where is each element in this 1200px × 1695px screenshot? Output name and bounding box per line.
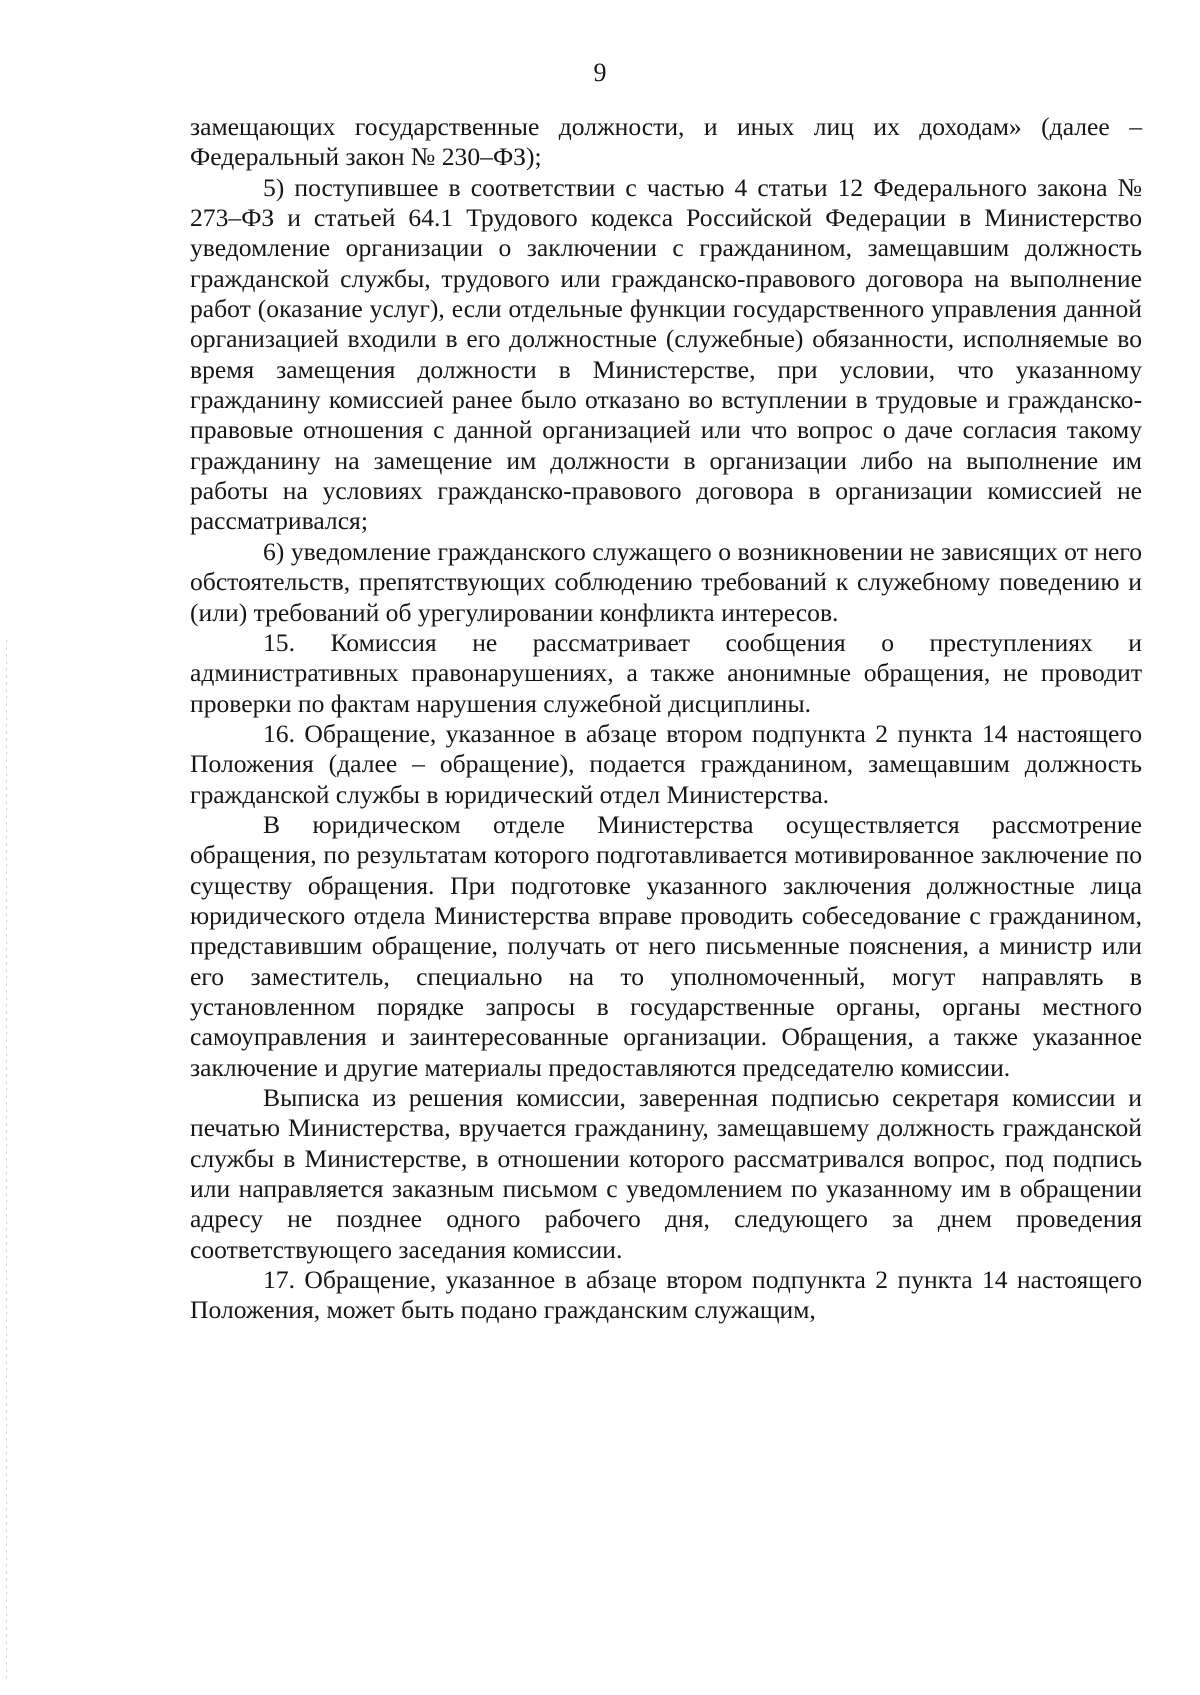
paragraph-clause-17: 17. Обращение, указанное в абзаце втором подпункта 2 пункта 14 настоящего Положения, может быть подано гражданским служащим,: [190, 1265, 1142, 1325]
page-number: 9: [593, 58, 607, 87]
scan-edge-artifact: [6, 640, 7, 1680]
paragraph-clause-16-review: В юридическом отделе Министерства осуществляется рассмотрение обращения, по результатам которого подготавливается мотивированное заключение по существу обращения. При подготовке указанного заключения должностные лица юридического отдела Министерства вправе проводить собеседование с гражданином, представившим обращение, получать от него письменные пояснения, а министр или его заместитель, специально на то уполномоченный, могут направлять в установленном порядке запросы в государственные органы, органы местного самоуправления и заинтересованные организации. Обращения, а также указанное заключение и другие материалы предоставляются председателю комиссии.: [190, 809, 1142, 1082]
paragraph-clause-16: 16. Обращение, указанное в абзаце втором подпункта 2 пункта 14 настоящего Положения (далее – обращение), подается гражданином, замещавшим должность гражданской службы в юридический отдел Министерства.: [190, 718, 1142, 809]
document-body: [190, 112, 1142, 1326]
paragraph-item-5: 5) поступившее в соответствии с частью 4 статьи 12 Федерального закона № 273–ФЗ и статьей 64.1 Трудового кодекса Российской Федерации в Министерство уведомление организации о заключении с гражданином, замещавшим должность гражданской службы, трудового или гражданско-правового договора на выполнение работ (оказание услуг), если отдельные функции государственного управления данной организацией входили в его должностные (служебные) обязанности, исполняемые во время замещения должности в Министерстве, при условии, что указанному гражданину комиссией ранее было отказано во вступлении в трудовые и гражданско-правовые отношения с данной организацией или что вопрос о даче согласия такому гражданину на замещение им должности в организации либо на выполнение им работы на условиях гражданско-правового договора в организации комиссией не рассматривался;: [190, 172, 1142, 536]
paragraph-clause-15: 15. Комиссия не рассматривает сообщения о преступлениях и административных правонарушениях, а также анонимные обращения, не проводит проверки по фактам нарушения служебной дисциплины.: [190, 627, 1142, 718]
paragraph-item-6: 6) уведомление гражданского служащего о возникновении не зависящих от него обстоятельств, препятствующих соблюдению требований к служебному поведению и (или) требований об урегулировании конфликта интересов.: [190, 536, 1142, 627]
paragraph-clause-16-extract: Выписка из решения комиссии, заверенная подписью секретаря комиссии и печатью Министерства, вручается гражданину, замещавшему должность гражданской службы в Министерстве, в отношении которого рассматривался вопрос, под подпись или направляется заказным письмом с уведомлением по указанному им в обращении адресу не позднее одного рабочего дня, следующего за днем проведения соответствующего заседания комиссии.: [190, 1083, 1142, 1264]
paragraph-continuation: замещающих государственные должности, и иных лиц их доходам» (далее – Федеральный закон № 230–ФЗ);: [190, 112, 1142, 172]
